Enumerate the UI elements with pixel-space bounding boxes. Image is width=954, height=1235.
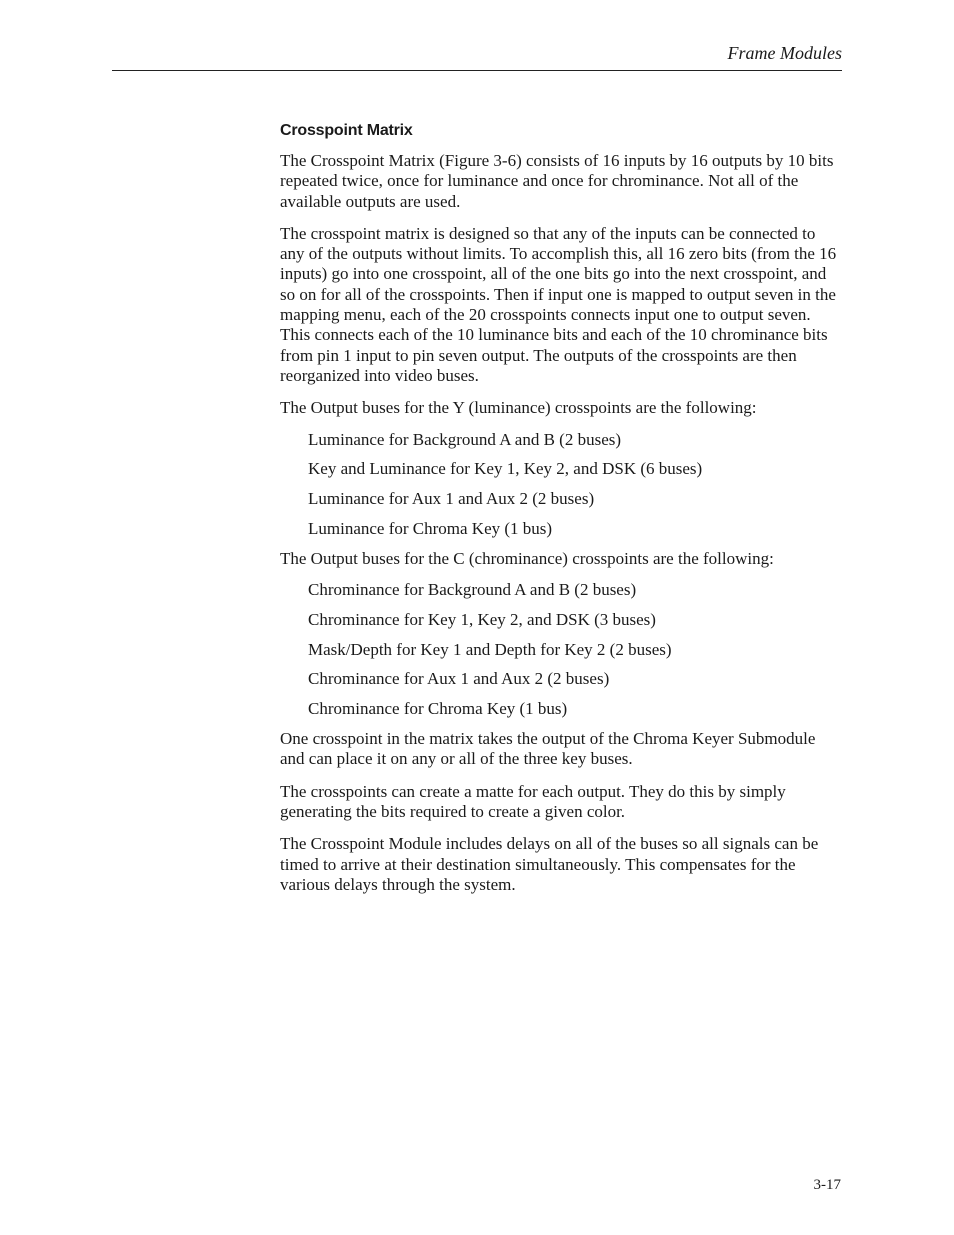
paragraph-overview: The Crosspoint Matrix (Figure 3-6) consists of 16 inputs by 16 outputs by 10 bits repeated twice, once for luminance and once for chrominance. Not all of the available outputs are used. bbox=[280, 151, 834, 211]
list-item: Key and Luminance for Key 1, Key 2, and DSK (6 buses) bbox=[308, 459, 703, 479]
running-header: Frame Modules bbox=[727, 43, 842, 63]
paragraph-design: The crosspoint matrix is designed so that any of the inputs can be connected to any of the outputs without limits. To accomplish this, all 16 zero bits (from the 16 inputs) go into one crosspoint, all of the one bits go into the next crosspoint, and so on for all of the crosspoints. Then if input one is mapped to output seven in the mapping menu, each of the 20 crosspoints connects input one to output seven. This connects each of the 10 luminance bits and each of the 10 chrominance bits from pin 1 input to pin seven output. The outputs of the crosspoints are then reorganized into video buses. bbox=[280, 223, 837, 385]
page-body bbox=[280, 121, 842, 907]
chrominance-bus-list bbox=[308, 580, 842, 719]
list-item: Chrominance for Chroma Key (1 bus) bbox=[308, 699, 568, 719]
list-item: Luminance for Chroma Key (1 bus) bbox=[308, 518, 553, 538]
header-rule bbox=[112, 70, 842, 71]
list-item: Chrominance for Key 1, Key 2, and DSK (3 buses) bbox=[308, 609, 656, 629]
list-item: Luminance for Background A and B (2 buses) bbox=[308, 429, 622, 449]
paragraph-delays: The Crosspoint Module includes delays on all of the buses so all signals can be timed to arrive at their destination simultaneously. This compensates for the various delays through the system. bbox=[280, 834, 819, 894]
page-number: 3-17 bbox=[813, 1177, 841, 1193]
luminance-bus-list bbox=[308, 430, 842, 540]
paragraph-luminance-intro: The Output buses for the Y (luminance) crosspoints are the following: bbox=[280, 398, 757, 418]
section-heading: Crosspoint Matrix bbox=[280, 122, 413, 139]
list-item: Mask/Depth for Key 1 and Depth for Key 2 (2 buses) bbox=[308, 639, 672, 659]
paragraph-matte: The crosspoints can create a matte for each output. They do this by simply generating the bits required to create a given color. bbox=[280, 781, 786, 821]
paragraph-chrominance-intro: The Output buses for the C (chrominance) crosspoints are the following: bbox=[280, 548, 774, 568]
paragraph-chroma-keyer: One crosspoint in the matrix takes the output of the Chroma Keyer Submodule and can place it on any or all of the three key buses. bbox=[280, 729, 816, 769]
list-item: Chrominance for Aux 1 and Aux 2 (2 buses) bbox=[308, 669, 610, 689]
list-item: Luminance for Aux 1 and Aux 2 (2 buses) bbox=[308, 489, 595, 509]
list-item: Chrominance for Background A and B (2 buses) bbox=[308, 580, 637, 600]
